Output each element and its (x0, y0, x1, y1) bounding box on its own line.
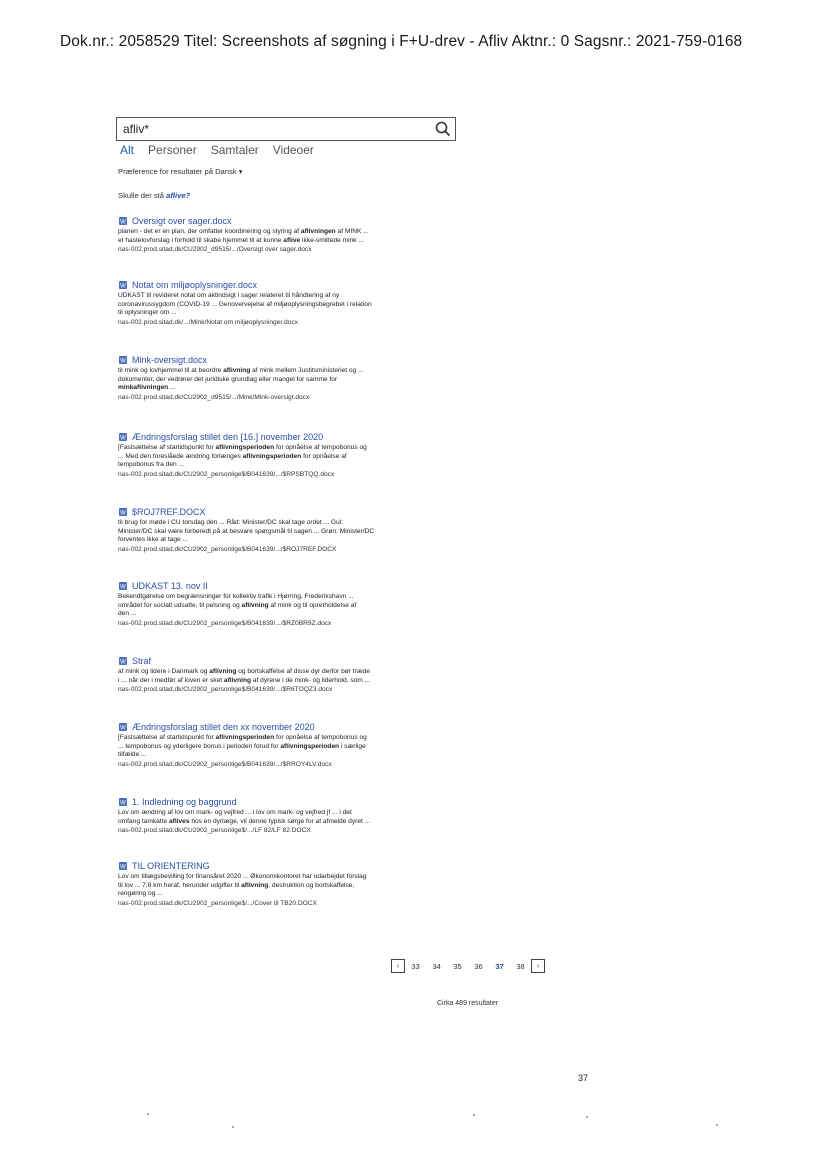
result-title[interactable]: TIL ORIENTERING (132, 861, 210, 871)
result-title[interactable]: UDKAST 13. nov II (132, 581, 208, 591)
result-title[interactable]: $ROJ7REF.DOCX (132, 507, 206, 517)
result-snippet: Bekendtgørelse om begrænsninger for kollektiv trafik i Hjørring, Frederikshavn ... området for socialt udsatte, til pelsning og aflivning af mink og til opretholdelse af den ... (118, 593, 357, 618)
search-hit: aflivningsperioden (215, 444, 275, 451)
page-link-34[interactable]: 34 (432, 961, 441, 971)
search-hit: aflivning (241, 601, 269, 609)
result-snippet: til mink og lovhjemmel til at beordre aflivning af mink mellem Justitsministeriet og ... dokumenter, der vedrører det juridiske grundlag eller mangel for samme for minkaflivningen ... (118, 367, 364, 392)
search-icon[interactable] (434, 120, 452, 138)
word-doc-icon (118, 581, 128, 591)
page-link-37-current: 37 (495, 961, 504, 971)
result-item (118, 722, 463, 768)
result-item (118, 507, 463, 553)
result-url: nas-002.prod.sitad.dk/CU2902_personlige$/B041639/.../$RPSBTQQ.docx (118, 470, 335, 478)
search-hit: aflivningsperioden (242, 452, 302, 460)
word-doc-icon (118, 507, 128, 517)
result-snippet: planen - det er en plan, der omfatter koordinering og styring af aflivningen af MINK ... et hastelovforslag i forhold til skabe hjemmel til at kunne aflive ikke-smittede mink ... (118, 228, 369, 244)
language-preference[interactable]: Præference for resultater på Dansk ▾ (118, 167, 243, 176)
result-url: nas-002.prod.sitad.dk/.../Mink/Notat om miljøoplysninger.docx (118, 318, 298, 326)
did-you-mean-prefix: Skulle der stå (118, 191, 167, 200)
svg-text:W: W (120, 800, 126, 807)
search-hit: aflivning (223, 676, 252, 684)
word-doc-icon (118, 216, 128, 226)
page-number: 37 (578, 1073, 589, 1083)
word-doc-icon (118, 432, 128, 442)
result-snippet: Lov om ændring af lov om mark- og vejfred ... i lov om mark- og vejfred jf ... i det omfang tamkatte aflives hos en dyrlæge, vil denne typisk sørge for at afmelde dyret ... (118, 809, 371, 825)
scan-speck (586, 1116, 588, 1118)
search-hit: aflivning (241, 881, 269, 889)
did-you-mean-link[interactable]: aflive? (166, 191, 191, 200)
result-snippet: til brug for møde i CU torsdag den ... Råd: Minister/DC skal tage ordet ... Gul: Minister/DC skal være forberedt på at besvare spørgsmål til sagen ... Grøn: Minister/DC forventes ikke at tage ... (118, 519, 375, 544)
result-item (118, 656, 463, 693)
search-hit: aflivning (209, 668, 237, 675)
result-count: Cirka 489 resultater (437, 1000, 499, 1007)
search-box[interactable] (116, 117, 456, 141)
result-snippet: [Fastsættelse af startidspunkt for aflivningsperioden for opnåelse af tempobonus og ... tempobonus og yderligere bonus i perioden forud for aflivningsperioden i særlige tilfælde ... (118, 734, 367, 759)
scan-speck (716, 1124, 718, 1126)
page-link-38[interactable]: 38 (516, 961, 525, 971)
search-tabs (120, 143, 314, 157)
tab-videoer[interactable]: Videoer (272, 143, 314, 157)
tab-personer[interactable]: Personer (148, 143, 197, 157)
result-title[interactable]: Notat om miljøoplysninger.docx (132, 280, 258, 290)
result-snippet: UDKAST til revideret notat om aktindsigt i sager relateret til håndtering af ny coronavirussygdom (COVID-19 ... Genovervejelse af miljøoplysningsbegrebet i relation til oplysninger om ... (118, 292, 372, 317)
result-url: nas-002.prod.sitad.dk/CU2902_personlige$/B041639/.../$RZ0BR9Z.docx (118, 619, 332, 627)
word-doc-icon (118, 722, 128, 732)
result-url: nas-002.prod.sitad.dk/CU2902_personlige$/B041639/.../$R6TOQZ3.docx (118, 686, 333, 694)
search-input[interactable] (123, 120, 423, 138)
result-item (118, 861, 463, 907)
search-hit: aflivningsperioden (280, 742, 340, 750)
page-link-35[interactable]: 35 (453, 961, 462, 971)
result-title[interactable]: Ændringsforslag stillet den xx november 2020 (132, 722, 315, 732)
word-doc-icon (118, 355, 128, 365)
search-hit: aflive (283, 236, 301, 244)
search-hit: minkaflivningen (118, 384, 169, 392)
pagination (391, 959, 545, 973)
result-title[interactable]: Mink-oversigt.docx (132, 355, 208, 365)
document-header: Dok.nr.: 2058529 Titel: Screenshots af søgning i F+U-drev - Afliv Aktnr.: 0 Sagsnr.: 2021-759-0168 (60, 33, 743, 50)
result-url: nas-002.prod.sitad.dk/CU2902_personlige$/.../LF 82/LF 82.DOCX (118, 827, 311, 835)
svg-text:W: W (120, 283, 126, 290)
svg-text:W: W (120, 358, 126, 365)
svg-text:W: W (120, 584, 126, 591)
word-doc-icon (118, 861, 128, 871)
result-snippet: [Fastsættelse af startidspunkt for aflivningsperioden for opnåelse af tempobonus og ... Med den foreslåede ændring forlænges aflivningsperioden for opnåelse af tempobonus fra den ... (118, 444, 367, 469)
scan-speck (232, 1126, 234, 1128)
word-doc-icon (118, 797, 128, 807)
prev-page-button[interactable]: ‹ (391, 959, 405, 973)
result-item (118, 355, 463, 401)
page-link-33[interactable]: 33 (411, 961, 420, 971)
result-snippet: af mink og lidere i Danmark og aflivning og bortskaffelse af disse dyr derfor bør træde i ... når der i medfør af loven er sket aflivning af dyrene i de mink- og liderhold, som ... (118, 668, 371, 684)
result-item (118, 280, 463, 326)
svg-text:W: W (120, 219, 126, 226)
result-title[interactable]: Ændringsforslag stillet den [16.] november 2020 (132, 432, 324, 442)
scan-speck (473, 1114, 475, 1116)
result-title[interactable]: 1. Indledning og baggrund (132, 797, 237, 807)
svg-text:W: W (120, 435, 126, 442)
search-hit: aflivningen (300, 228, 336, 235)
tab-alt[interactable]: Alt (120, 143, 135, 157)
result-item (118, 432, 463, 478)
svg-text:W: W (120, 659, 126, 666)
result-url: nas-002.prod.sitad.dk/CU2902_personlige$/.../Cover til TB20.DOCX (118, 899, 317, 907)
search-hit: aflives (168, 817, 190, 825)
svg-text:W: W (120, 510, 126, 517)
svg-text:W: W (120, 725, 126, 732)
result-snippet: Lov om tillægsbevilling for finansåret 2020 ... Økonomikontoret har udarbejdet forslag til lov ... 7,8 km heraf, herunder udgifter til aflivning, destruktion og bortskaffelse, rengøring og ... (118, 873, 367, 898)
result-item (118, 581, 463, 627)
result-url: nas-002.prod.sitad.dk/CU2902_d9515/.../Oversigt over sager.docx (118, 246, 312, 254)
page-link-36[interactable]: 36 (474, 961, 483, 971)
result-item (118, 797, 463, 834)
search-hit: aflivning (223, 367, 251, 374)
result-url: nas-002.prod.sitad.dk/CU2902_personlige$/B041639/.../$ROJ7REF.DOCX (118, 545, 337, 553)
next-page-button[interactable]: › (531, 959, 545, 973)
svg-text:W: W (120, 864, 126, 871)
did-you-mean (118, 191, 190, 200)
result-item (118, 216, 463, 253)
result-title[interactable]: Straf (132, 656, 152, 666)
word-doc-icon (118, 656, 128, 666)
word-doc-icon (118, 280, 128, 290)
search-hit: aflivningsperioden (215, 734, 275, 741)
tab-samtaler[interactable]: Samtaler (210, 143, 259, 157)
result-url: nas-002.prod.sitad.dk/CU2902_personlige$/B041639/.../$RROY4LV.docx (118, 760, 332, 768)
result-url: nas-002.prod.sitad.dk/CU2902_d9515/.../Mink/Mink-oversigt.docx (118, 393, 310, 401)
scan-speck (147, 1113, 149, 1115)
result-title[interactable]: Oversigt over sager.docx (132, 216, 232, 226)
